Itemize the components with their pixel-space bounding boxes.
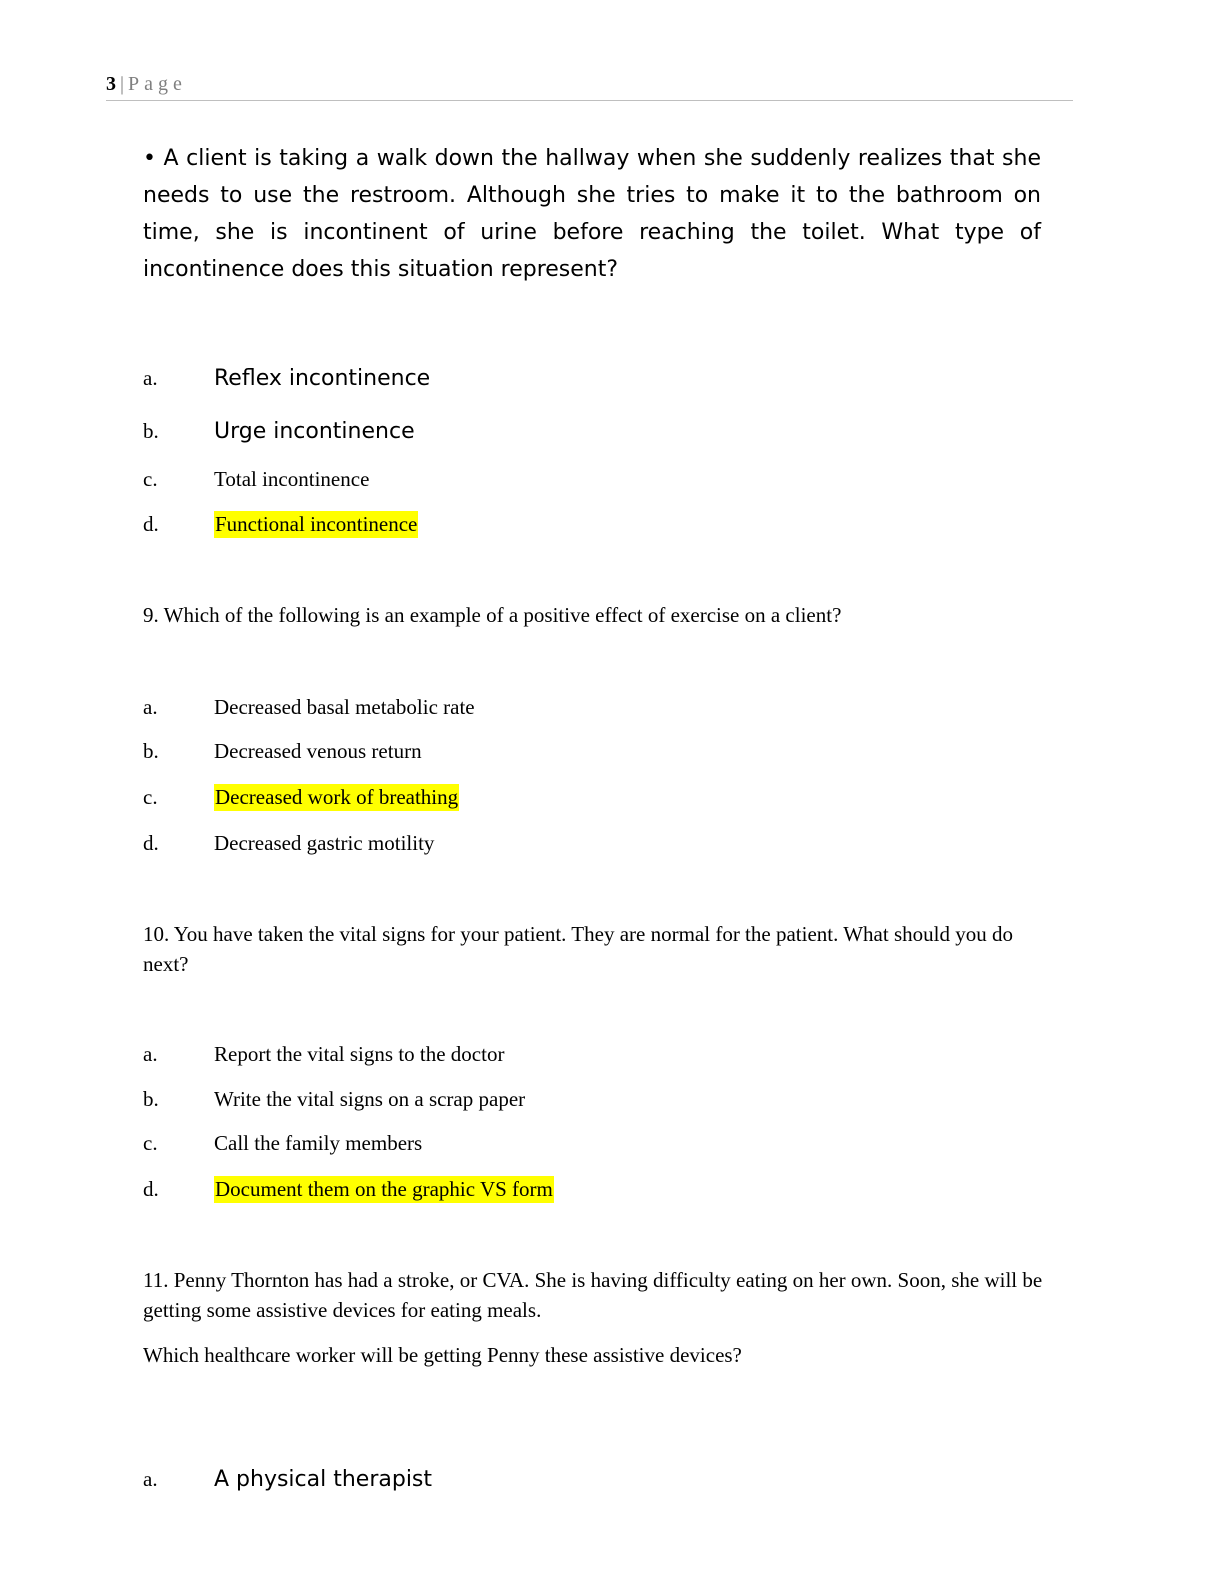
page-number: 3	[106, 73, 116, 95]
question-11: 11. Penny Thornton has had a stroke, or CVA. She is having difficulty eating on her own. Soon, she will be getting some assistive devices for eating meals.	[143, 1268, 1043, 1322]
question-10: 10. You have taken the vital signs for your patient. They are normal for the patient. What should you do next?	[143, 922, 1013, 976]
option-text: Reflex incontinence	[214, 365, 431, 391]
option-row	[143, 462, 369, 496]
option-row	[143, 734, 422, 768]
option-row	[143, 1172, 554, 1206]
option-row	[143, 1126, 422, 1160]
option-letter: a.	[143, 365, 158, 390]
option-letter: a.	[143, 694, 158, 719]
question-text: A client is taking a walk down the hallway when she suddenly realizes that she needs to use the restroom. Although she tries to make it to the bathroom on time, she is incontinent of urine before reaching the toilet. What type of incontinence does this situation represent?	[143, 146, 1041, 282]
option-row	[143, 780, 459, 814]
option-letter: d.	[143, 1176, 159, 1201]
option-letter: c.	[143, 1130, 158, 1155]
option-row	[143, 507, 418, 541]
option-letter: c.	[143, 784, 158, 809]
question-11-followup: Which healthcare worker will be getting Penny these assistive devices?	[143, 1343, 742, 1367]
option-text: Report the vital signs to the doctor	[214, 1041, 505, 1066]
option-text: Call the family members	[214, 1130, 423, 1155]
option-row	[143, 1462, 432, 1496]
option-row	[143, 414, 415, 448]
option-letter: b.	[143, 738, 159, 763]
option-text: A physical therapist	[214, 1466, 433, 1492]
option-text: Decreased basal metabolic rate	[214, 694, 475, 719]
option-letter: a.	[143, 1041, 158, 1066]
option-text: Decreased venous return	[214, 738, 422, 763]
option-text: Total incontinence	[214, 466, 370, 491]
option-letter: b.	[143, 418, 159, 443]
option-letter: c.	[143, 466, 158, 491]
option-text: Urge incontinence	[214, 418, 415, 444]
bullet-icon: •	[143, 146, 156, 171]
question-incontinence	[143, 140, 1041, 288]
option-letter: a.	[143, 1466, 158, 1491]
question-9: 9. Which of the following is an example of a positive effect of exercise on a client?	[143, 603, 842, 627]
option-row	[143, 361, 430, 395]
highlighted-answer: Document them on the graphic VS form	[215, 1176, 553, 1201]
header-separator: |	[120, 73, 125, 95]
page-word: Page	[128, 73, 187, 95]
option-row	[143, 1037, 504, 1071]
highlighted-answer: Decreased work of breathing	[215, 784, 459, 809]
option-row	[143, 1082, 525, 1116]
option-row	[143, 826, 434, 860]
option-text: Decreased gastric motility	[214, 830, 435, 855]
option-text: Write the vital signs on a scrap paper	[214, 1086, 526, 1111]
option-letter: b.	[143, 1086, 159, 1111]
option-letter: d.	[143, 511, 159, 536]
highlighted-answer: Functional incontinence	[215, 511, 418, 536]
option-letter: d.	[143, 830, 159, 855]
option-row	[143, 690, 475, 724]
page-header	[106, 72, 1073, 101]
